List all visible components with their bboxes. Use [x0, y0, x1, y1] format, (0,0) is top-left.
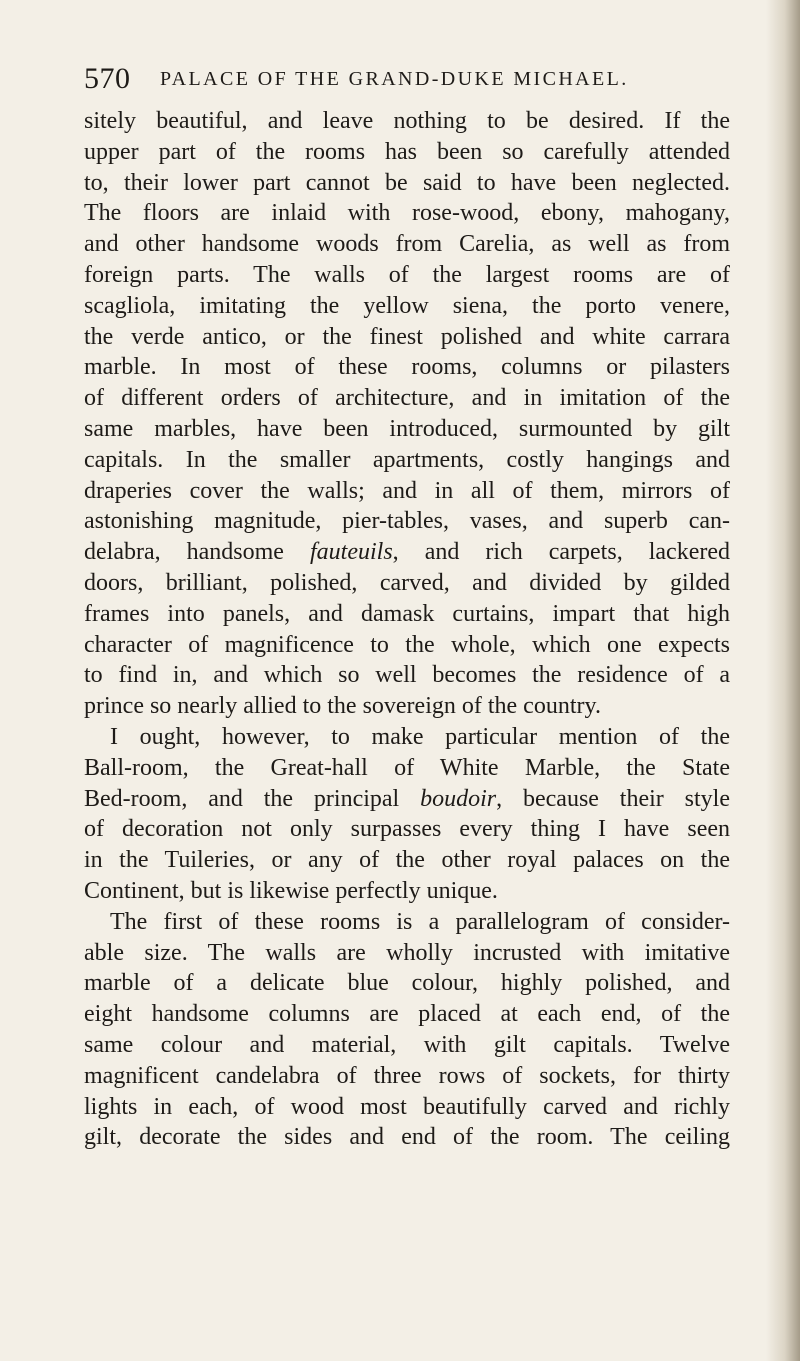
text-line: character of magnificence to the whole, which one expects — [84, 631, 730, 658]
text-line: foreign parts. The walls of the largest rooms are of — [84, 261, 730, 288]
text-line: draperies cover the walls; and in all of them, mirrors of — [84, 477, 730, 504]
text-line: able size. The walls are wholly incrusted with imitative — [84, 939, 730, 966]
text-line: the verde antico, or the finest polished and white carrara — [84, 323, 730, 350]
text-line: Ball-room, the Great-hall of White Marble, the State — [84, 754, 730, 781]
text-line-with-italic: delabra, handsome fauteuils, and rich carpets, lackered — [84, 539, 730, 566]
text-line: sitely beautiful, and leave nothing to be desired. If the — [84, 108, 730, 134]
text-line: doors, brilliant, polished, carved, and divided by gilded — [84, 569, 730, 596]
text-line: prince so nearly allied to the sovereign of the country. — [84, 693, 601, 720]
text-line-with-italic: Bed-room, and the principal boudoir, because their style — [84, 785, 730, 812]
page-header — [84, 62, 724, 102]
italic-word: fauteuils — [310, 539, 393, 566]
text-line: marble. In most of these rooms, columns or pilasters — [84, 354, 730, 381]
text-line: same colour and material, with gilt capitals. Twelve — [84, 1031, 730, 1058]
text-line: to, their lower part cannot be said to have been neglected. — [84, 169, 730, 196]
text-line: I ought, however, to make particular mention of the — [110, 723, 730, 750]
text-line: frames into panels, and damask curtains, impart that high — [84, 600, 730, 627]
page-edge-shadow — [766, 0, 800, 1361]
text-line: capitals. In the smaller apartments, costly hangings and — [84, 446, 730, 473]
text-line: astonishing magnitude, pier-tables, vases, and superb can- — [84, 508, 730, 535]
text-line: same marbles, have been introduced, surmounted by gilt — [84, 415, 730, 442]
text-line: lights in each, of wood most beautifully carved and richly — [84, 1093, 730, 1120]
text-line: in the Tuileries, or any of the other royal palaces on the — [84, 847, 730, 874]
italic-word: boudoir — [420, 785, 497, 812]
text-line: of decoration not only surpasses every thing I have seen — [84, 816, 730, 843]
running-head: PALACE OF THE GRAND-DUKE MICHAEL. — [160, 68, 629, 90]
text-line: and other handsome woods from Carelia, as well as from — [84, 231, 730, 258]
text-line: The floors are inlaid with rose-wood, ebony, mahogany, — [84, 200, 730, 227]
page-number: 570 — [84, 62, 131, 95]
text-line: scagliola, imitating the yellow siena, the porto venere, — [84, 292, 730, 319]
text-line: of different orders of architecture, and in imitation of the — [84, 385, 730, 412]
text-line: eight handsome columns are placed at each end, of the — [84, 1001, 730, 1028]
text-line: magnificent candelabra of three rows of sockets, for thirty — [84, 1062, 730, 1089]
text-line: marble of a delicate blue colour, highly polished, and — [84, 970, 730, 997]
text-line: to find in, and which so well becomes the residence of a — [84, 662, 730, 689]
text-line: The first of these rooms is a parallelogram of consider- — [110, 908, 730, 935]
text-line: Continent, but is likewise perfectly unique. — [84, 877, 498, 904]
text-line: upper part of the rooms has been so carefully attended — [84, 138, 730, 165]
body-text — [84, 106, 730, 1153]
text-line: gilt, decorate the sides and end of the room. The ceiling — [84, 1124, 730, 1151]
